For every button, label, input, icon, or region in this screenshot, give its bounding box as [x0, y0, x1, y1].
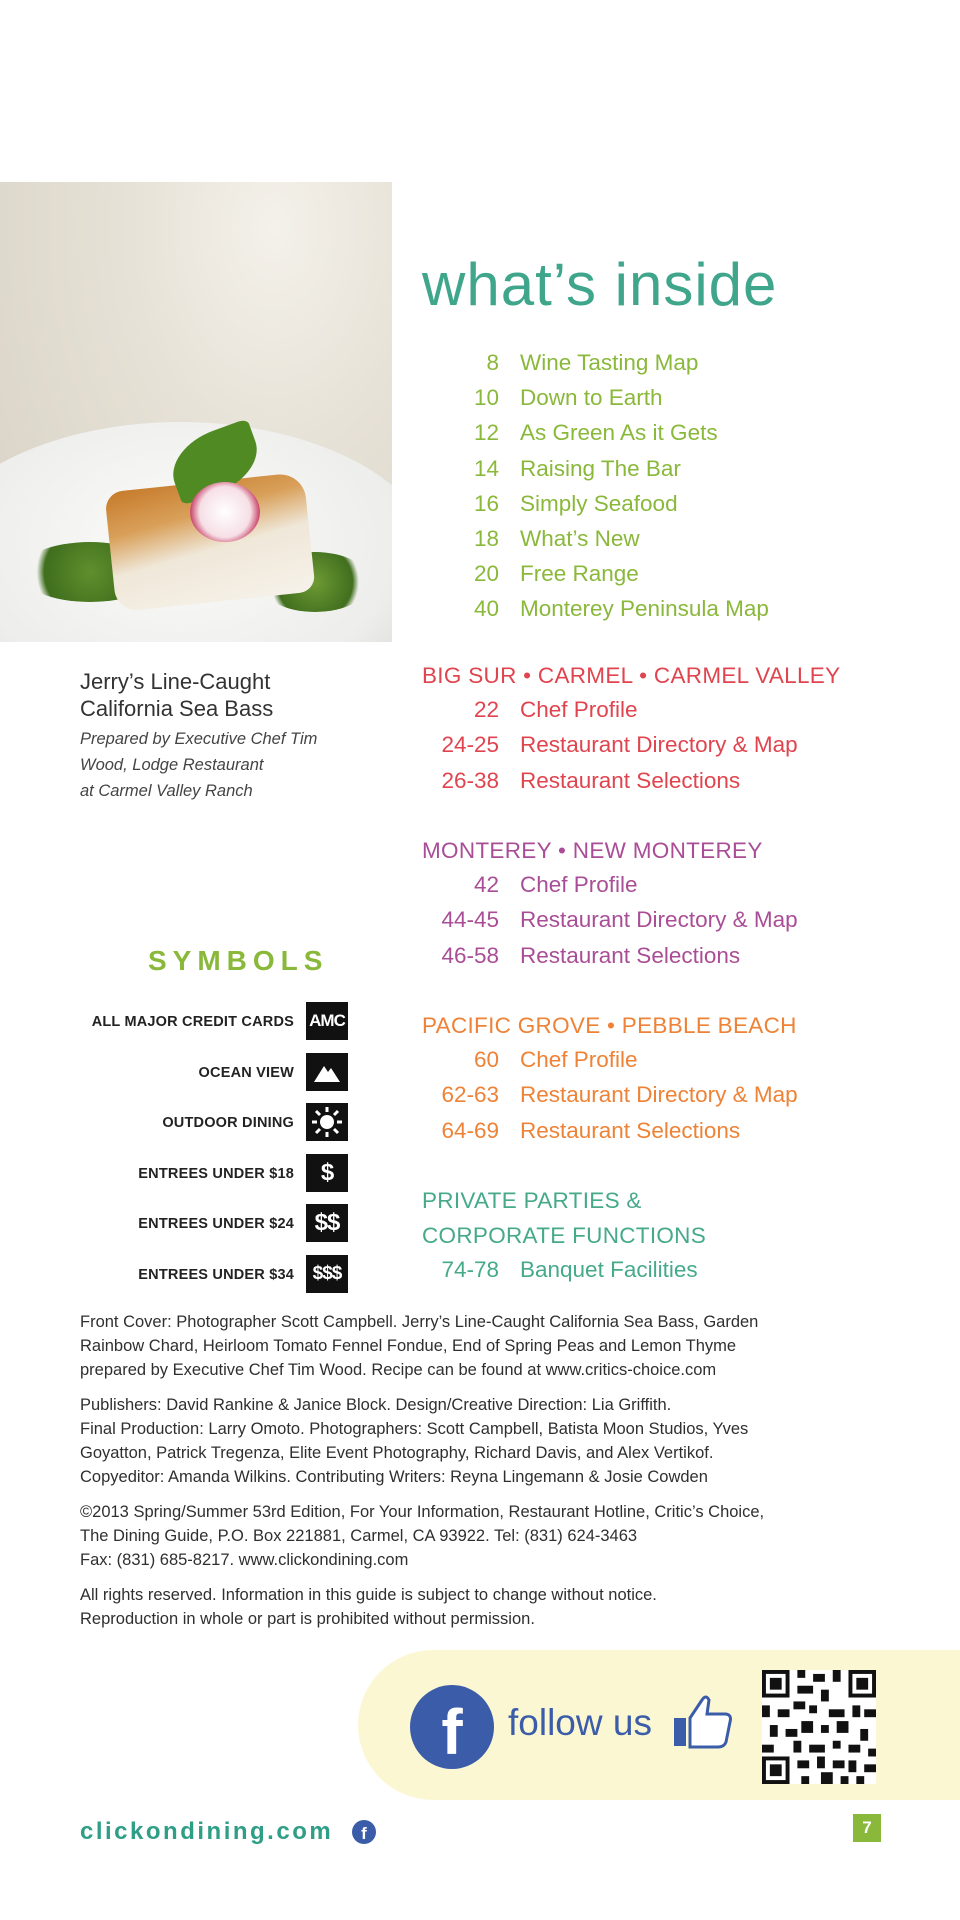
section-heading: CORPORATE FUNCTIONS: [422, 1223, 707, 1249]
credit-line: Publishers: David Rankine & Janice Block. Design/Creative Direction: Lia Griffith.: [80, 1396, 672, 1414]
caption-credit-line: Wood, Lodge Restaurant: [80, 756, 264, 774]
caption-title-line: Jerry’s Line-Caught: [80, 669, 271, 694]
toc-page-number: 64-69: [441, 1117, 499, 1143]
toc-page-number: 12: [473, 420, 499, 446]
toc-item[interactable]: [0, 384, 960, 414]
toc-title: As Green As it Gets: [520, 420, 718, 446]
facebook-icon[interactable]: f: [410, 1685, 494, 1769]
toc-title: Restaurant Selections: [520, 1117, 741, 1143]
toc-item[interactable]: [0, 906, 960, 936]
follow-us-text[interactable]: follow us: [508, 1702, 652, 1743]
mountain-icon: [306, 1053, 348, 1091]
toc-item[interactable]: [0, 767, 960, 797]
dollar-icon: [306, 1204, 348, 1242]
toc-page-number: 16: [473, 490, 499, 516]
symbol-icon-text: AMC: [309, 1011, 345, 1030]
toc-item[interactable]: [0, 419, 960, 449]
toc-title: Restaurant Directory & Map: [520, 907, 798, 933]
toc-title: Restaurant Selections: [520, 942, 741, 968]
toc-title: Raising The Bar: [520, 455, 681, 481]
section-heading: PACIFIC GROVE • PEBBLE BEACH: [422, 1013, 797, 1038]
credit-card-icon: [306, 1002, 348, 1040]
toc-title: Restaurant Selections: [520, 767, 741, 793]
page-number: 7: [853, 1814, 881, 1842]
toc-page-number: 10: [473, 385, 499, 411]
toc-page-number: 46-58: [441, 942, 499, 968]
toc-title: Chef Profile: [520, 1047, 638, 1073]
credit-line: Final Production: Larry Omoto. Photographers: Scott Campbell, Batista Moon Studios, Yves: [80, 1420, 749, 1438]
toc-title: Monterey Peninsula Map: [520, 596, 769, 622]
toc-title: Banquet Facilities: [520, 1257, 698, 1283]
credit-line: Copyeditor: Amanda Wilkins. Contributing Writers: Reyna Lingemann & Josie Cowden: [80, 1468, 708, 1486]
credit-line: Front Cover: Photographer Scott Campbell. Jerry’s Line-Caught California Sea Bass, Garden: [80, 1313, 759, 1331]
caption-title-line: California Sea Bass: [80, 696, 274, 721]
toc-item[interactable]: [0, 349, 960, 379]
dollar-icon: [306, 1154, 348, 1192]
toc-item[interactable]: [0, 1081, 960, 1111]
toc-item[interactable]: [0, 1117, 960, 1147]
toc-page-number: 42: [473, 872, 499, 898]
credit-line: prepared by Executive Chef Tim Wood. Recipe can be found at www.critics-choice.com: [80, 1361, 717, 1379]
symbol-label: ENTREES UNDER $18: [138, 1165, 294, 1182]
credit-line: All rights reserved. Information in this guide is subject to change without notice.: [80, 1586, 657, 1604]
toc-page-number: 24-25: [441, 732, 499, 758]
section-heading: BIG SUR • CARMEL • CARMEL VALLEY: [422, 663, 841, 688]
page-title: what’s inside: [422, 251, 778, 318]
front-cover-credit: [80, 1310, 920, 1382]
caption-credit-line: at Carmel Valley Ranch: [80, 782, 253, 800]
symbol-icon-text: $$: [314, 1209, 340, 1236]
section-heading: PRIVATE PARTIES &: [422, 1188, 642, 1213]
toc-title: What’s New: [520, 526, 640, 551]
symbol-label: ALL MAJOR CREDIT CARDS: [91, 1014, 294, 1030]
toc-item[interactable]: [0, 942, 960, 972]
toc-page-number: 40: [473, 596, 499, 622]
qr-code-icon[interactable]: [762, 1670, 876, 1784]
toc-page-number: 8: [486, 350, 499, 375]
toc-item[interactable]: [0, 1046, 960, 1076]
dollar-icon: [306, 1255, 348, 1293]
toc-page-number: 22: [473, 697, 499, 723]
toc-page-number: 62-63: [441, 1082, 499, 1108]
toc-title: Restaurant Directory & Map: [520, 1082, 798, 1108]
toc-title: Restaurant Directory & Map: [520, 732, 798, 758]
toc-title: Down to Earth: [520, 385, 663, 411]
section-heading: MONTEREY • NEW MONTEREY: [422, 838, 763, 863]
toc-item[interactable]: [0, 560, 960, 590]
toc-title: Chef Profile: [520, 697, 638, 723]
toc-title: Free Range: [520, 561, 639, 587]
rights-notice: [80, 1583, 920, 1631]
caption-credit-line: Prepared by Executive Chef Tim: [80, 730, 318, 748]
toc-title: Simply Seafood: [520, 490, 678, 516]
toc-page-number: 44-45: [441, 907, 499, 933]
toc-title: Chef Profile: [520, 872, 638, 898]
credit-line: Rainbow Chard, Heirloom Tomato Fennel Fondue, End of Spring Peas and Lemon Thyme: [80, 1337, 737, 1355]
toc-item[interactable]: [0, 490, 960, 520]
credit-line: Goyatton, Patrick Tregenza, Elite Event Photography, Richard Davis, and Alex Vertikof.: [80, 1444, 714, 1462]
symbol-icon-text: $$$: [312, 1262, 342, 1284]
toc-page-number: 74-78: [441, 1257, 499, 1283]
toc-title: Wine Tasting Map: [520, 350, 699, 375]
toc-item[interactable]: [0, 696, 960, 726]
edition-info: [80, 1500, 920, 1572]
symbol-label: ENTREES UNDER $34: [138, 1266, 294, 1283]
toc-item[interactable]: [0, 731, 960, 761]
toc-page-number: 18: [473, 526, 499, 551]
toc-page-number: 20: [473, 561, 499, 587]
sun-icon: [306, 1103, 348, 1141]
toc-page-number: 26-38: [441, 767, 499, 793]
symbols-title: SYMBOLS: [148, 945, 329, 976]
credit-line: Fax: (831) 685-8217. www.clickondining.com: [80, 1551, 409, 1569]
symbol-icon-text: $: [320, 1158, 334, 1186]
symbol-label: OUTDOOR DINING: [162, 1115, 294, 1131]
publishers-credit: [80, 1393, 920, 1489]
symbol-label: OCEAN VIEW: [198, 1064, 294, 1081]
facebook-icon[interactable]: f: [352, 1820, 376, 1844]
credit-line: The Dining Guide, P.O. Box 221881, Carmel, CA 93922. Tel: (831) 624-3463: [80, 1527, 638, 1545]
symbol-label: ENTREES UNDER $24: [138, 1216, 294, 1232]
thumbs-up-icon: [672, 1692, 734, 1750]
toc-item[interactable]: [0, 595, 960, 625]
toc-item[interactable]: [0, 871, 960, 901]
credit-line: Reproduction in whole or part is prohibited without permission.: [80, 1610, 535, 1628]
credit-line: ©2013 Spring/Summer 53rd Edition, For Your Information, Restaurant Hotline, Critic’s Choice,: [80, 1503, 765, 1521]
website-link[interactable]: clickondining.com: [80, 1818, 334, 1845]
toc-item[interactable]: [0, 455, 960, 485]
toc-page-number: 14: [473, 455, 499, 481]
toc-page-number: 60: [473, 1047, 499, 1073]
toc-item[interactable]: [0, 525, 960, 555]
